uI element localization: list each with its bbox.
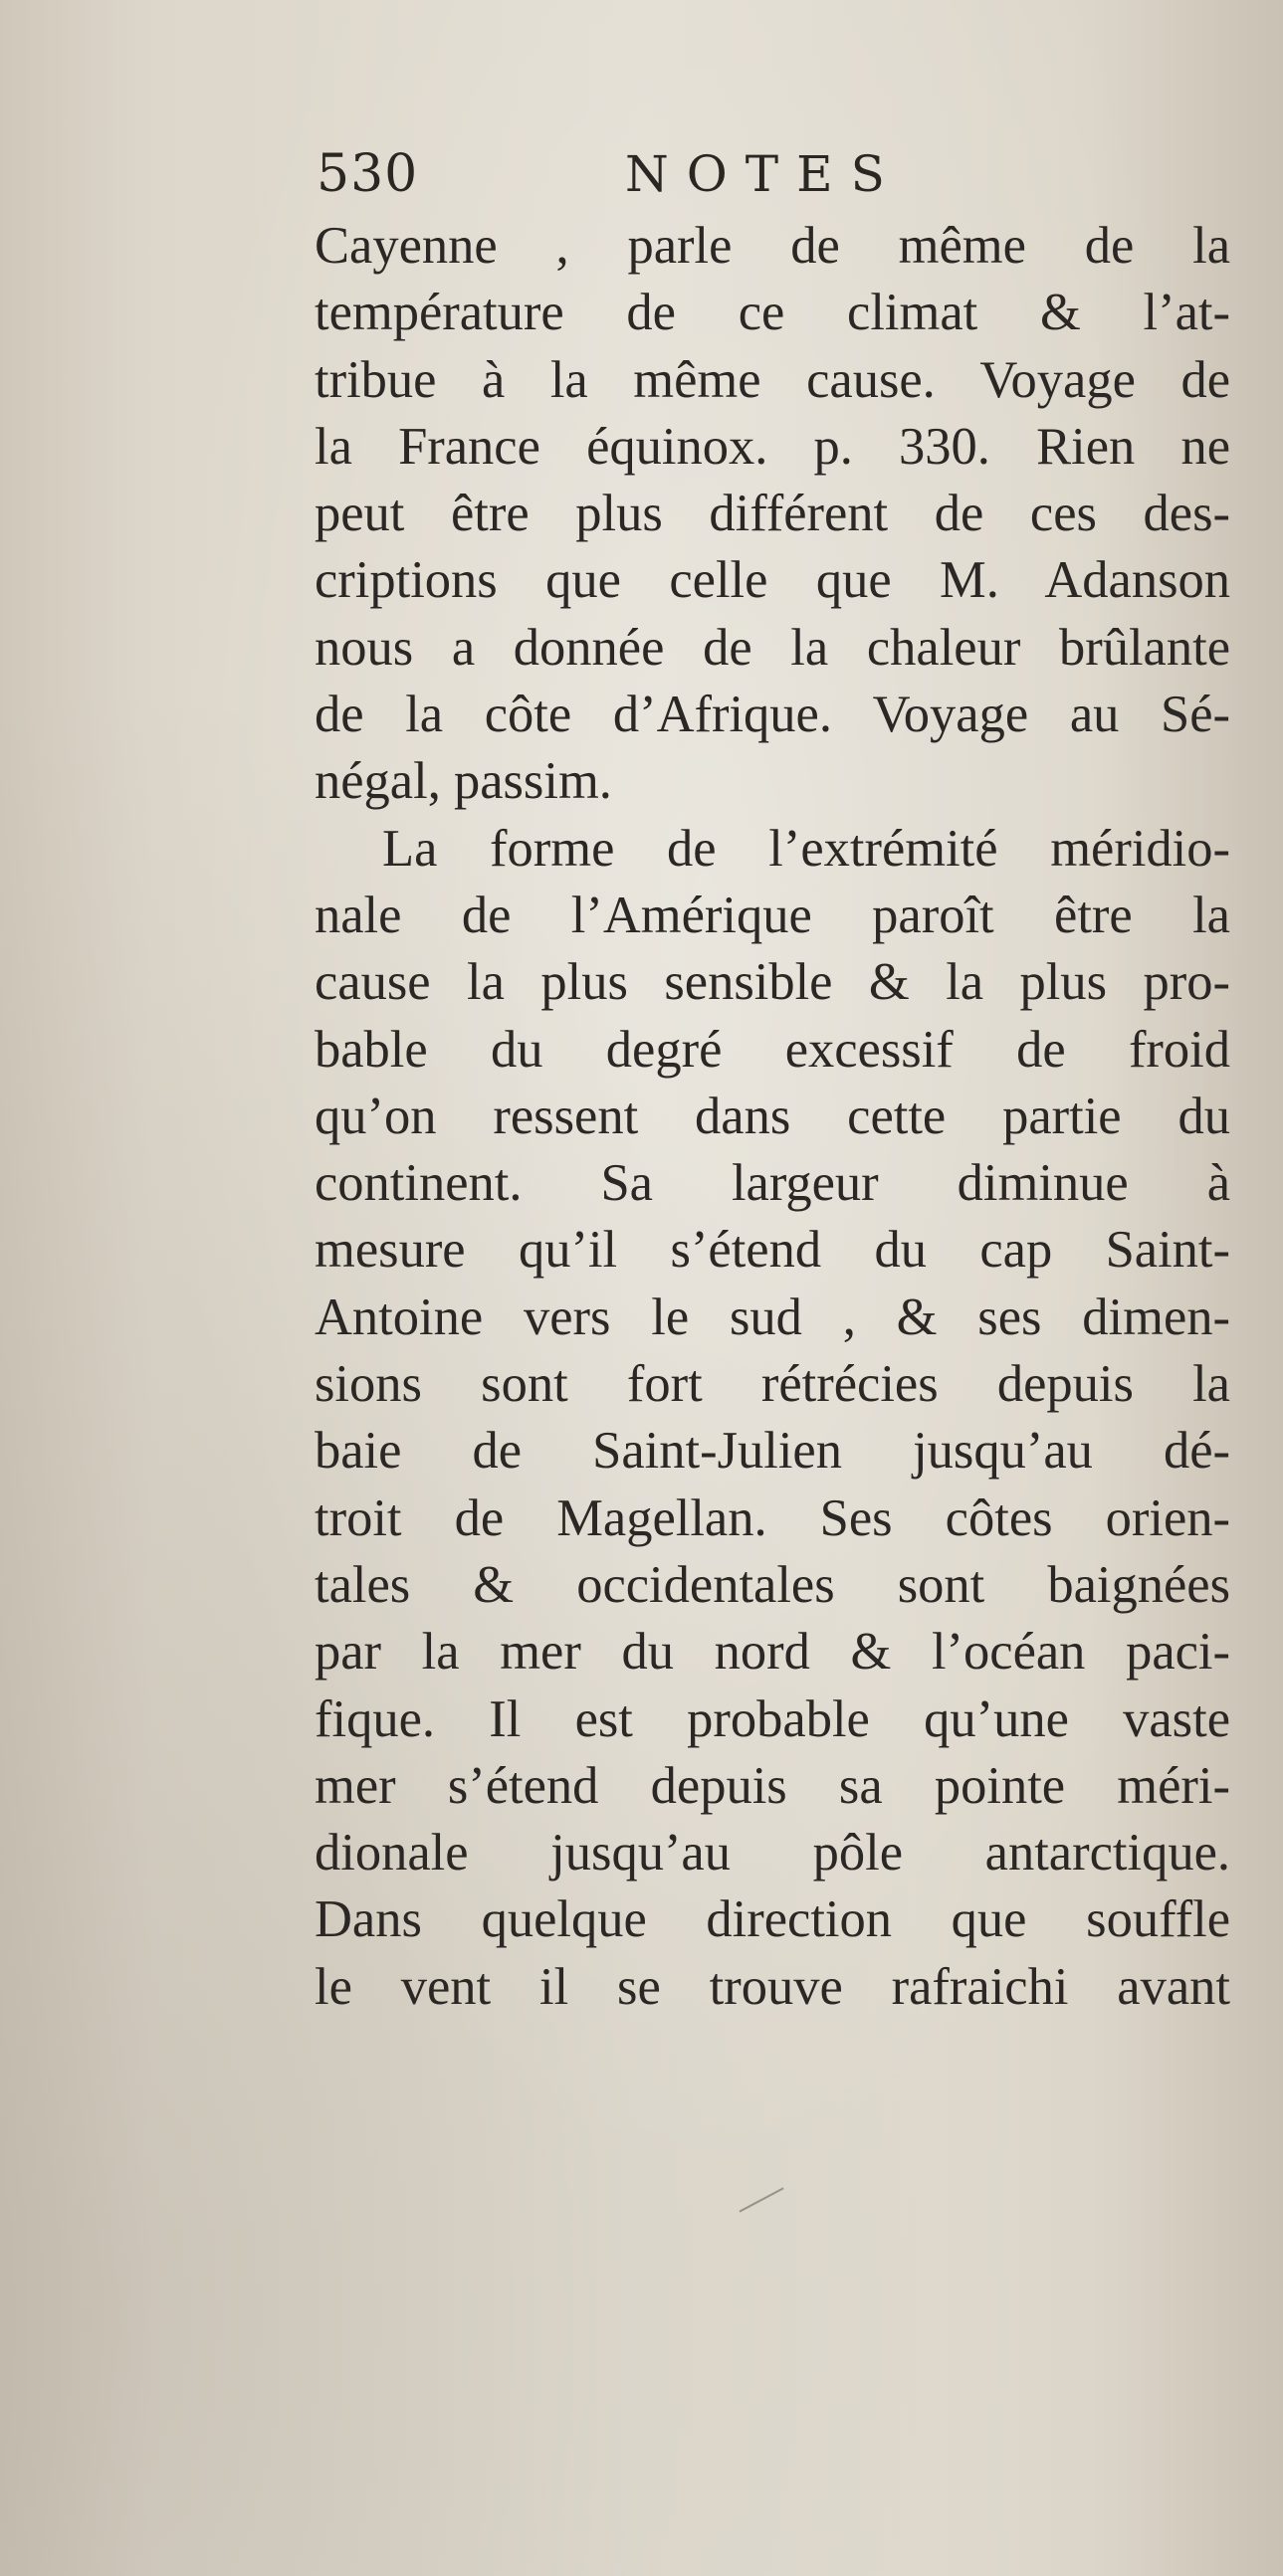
text-line: dionale jusqu’au pôle antarctique. (315, 1824, 1230, 1882)
text-line: Cayenne , parle de même de la (315, 217, 1230, 275)
text-line: bable du degré excessif de froid (315, 1020, 1230, 1079)
page-header (317, 139, 1232, 209)
text-line: tribue à la même cause. Voyage de (315, 350, 1230, 409)
text-line: peut être plus différent de ces des- (315, 485, 1230, 543)
text-line: Dans quelque direction que souffle (315, 1890, 1230, 1949)
text-line: nale de l’Amérique paroît être la (315, 886, 1230, 944)
paragraph-first-line: La forme de l’extrémité méridio- (382, 819, 1230, 878)
text-line: mer s’étend depuis sa pointe méri- (315, 1756, 1230, 1815)
text-line: température de ce climat & l’at- (315, 284, 1230, 342)
text-line: la France équinox. p. 330. Rien ne (315, 417, 1230, 476)
text-line: Antoine vers le sud , & ses dimen- (315, 1288, 1230, 1346)
body-text (315, 213, 1230, 2021)
text-line: négal, passim. (315, 752, 612, 811)
text-line: nous a donnée de la chaleur brûlante (315, 618, 1230, 677)
text-line: de la côte d’Afrique. Voyage au Sé- (315, 686, 1230, 744)
text-line: le vent il se trouve rafraichi avant (315, 1957, 1230, 2016)
text-line: continent. Sa largeur diminue à (315, 1154, 1230, 1213)
text-line: cause la plus sensible & la plus pro- (315, 953, 1230, 1012)
text-line: baie de Saint-Julien jusqu’au dé- (315, 1422, 1230, 1481)
text-line: mesure qu’il s’étend du cap Saint- (315, 1221, 1230, 1280)
text-line: troit de Magellan. Ses côtes orien- (315, 1488, 1230, 1547)
text-line: criptions que celle que M. Adanson (315, 551, 1230, 610)
text-line: fique. Il est probable qu’une vaste (315, 1689, 1230, 1748)
text-line: qu’on ressent dans cette partie du (315, 1087, 1230, 1145)
page-number: 530 (317, 144, 419, 204)
running-head: NOTES (625, 145, 903, 203)
text-line: par la mer du nord & l’océan paci- (315, 1623, 1230, 1682)
ink-mark (739, 2187, 783, 2212)
text-line: sions sont fort rétrécies depuis la (315, 1355, 1230, 1414)
text-line: tales & occidentales sont baignées (315, 1555, 1230, 1614)
